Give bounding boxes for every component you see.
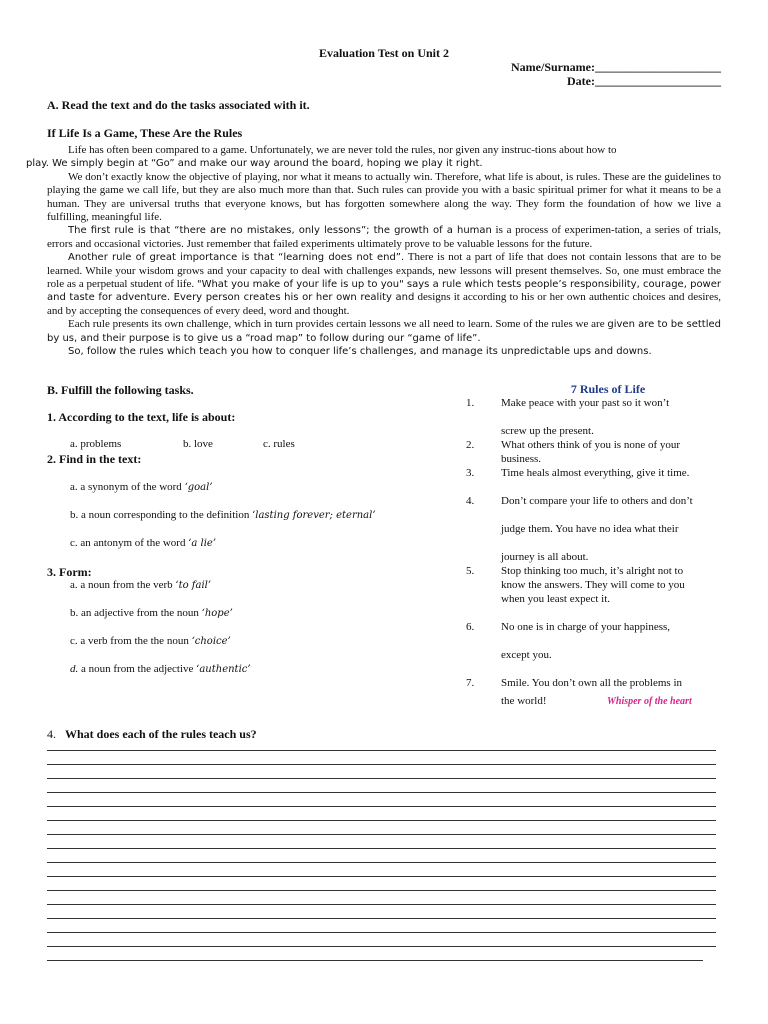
page-title: Evaluation Test on Unit 2 bbox=[318, 46, 450, 60]
task-3a: a. a noun from the verb ‘to fail’ bbox=[70, 579, 212, 591]
paragraph: Each rule presents its own challenge, which in turn provides certain lessons we all need to learn. Some of the rules we are given are to be settled by us, and their purpose is to give us a “road map” to follow during our “game of life”. bbox=[47, 318, 721, 344]
reading-title: If Life Is a Game, These Are the Rules bbox=[47, 126, 243, 140]
rule-number: 6. bbox=[466, 621, 475, 633]
answer-line[interactable] bbox=[47, 750, 716, 751]
answer-line[interactable] bbox=[47, 848, 716, 849]
rule-2-line-1: What others think of you is none of your bbox=[501, 439, 681, 451]
task-2a: a. a synonym of the word ‘goal’ bbox=[70, 481, 213, 493]
option-c[interactable]: c. rules bbox=[263, 438, 295, 450]
paragraph: The first rule is that “there are no mistakes, only lessons”; the growth of a human is a process of experimen-tation, a series of trials, errors and occasional victories. Just remember that failed experiments ultimately prove to be valuable lessons for the future. bbox=[47, 224, 722, 250]
name-surname-field[interactable]: Name/Surname:_____________________ bbox=[511, 60, 721, 74]
rule-number: 7. bbox=[466, 677, 475, 689]
answer-line[interactable] bbox=[47, 862, 716, 863]
question-2: 2. Find in the text: bbox=[47, 452, 142, 466]
rule-number: 1. bbox=[466, 397, 475, 409]
task-3b: b. an adjective from the noun ‘hope’ bbox=[70, 607, 233, 619]
rule-4-line-3: journey is all about. bbox=[501, 551, 589, 563]
rule-4-line-1: Don’t compare your life to others and don’t bbox=[501, 495, 693, 507]
option-b[interactable]: b. love bbox=[183, 438, 213, 450]
question-4: 4. What does each of the rules teach us? bbox=[47, 727, 257, 741]
task-2c: c. an antonym of the word ‘a lie’ bbox=[70, 537, 217, 549]
answer-line[interactable] bbox=[47, 820, 716, 821]
answer-line[interactable] bbox=[47, 960, 703, 961]
question-1: 1. According to the text, life is about: bbox=[47, 410, 236, 424]
section-b-heading: B. Fulfill the following tasks. bbox=[47, 383, 194, 397]
rule-5-line-3: when you least expect it. bbox=[501, 593, 611, 605]
rule-4-line-2: judge them. You have no idea what their bbox=[501, 523, 679, 535]
rule-number: 5. bbox=[466, 565, 475, 577]
task-2b: b. a noun corresponding to the definition ‘lasting forever; eternal’ bbox=[70, 509, 376, 521]
reading-text bbox=[26, 144, 722, 359]
task-3d: d. a noun from the adjective ‘authentic’ bbox=[70, 663, 251, 675]
rule-7-line-1: Smile. You don’t own all the problems in bbox=[501, 677, 682, 689]
rule-5-line-2: know the answers. They will come to you bbox=[501, 579, 685, 591]
paragraph: We don’t exactly know the objective of playing, nor what it means to actually win. Therefore, what life is about, is rules. These are the guidelines to playing the game we call life, but they are also much more than that. Such rules can provide you with a basic spiritual primer for what it means to be a human. They are universal truths that everyone knows, but has forgotten somewhere along the way. They form the foundation of how we live a fulfilling, meaningful life. bbox=[47, 170, 721, 224]
answer-line[interactable] bbox=[47, 834, 716, 835]
option-a[interactable]: a. problems bbox=[70, 438, 122, 450]
answer-line[interactable] bbox=[47, 876, 716, 877]
rule-5-line-1: Stop thinking too much, it’s alright not to bbox=[501, 565, 684, 577]
rule-2-line-2: business. bbox=[501, 453, 542, 465]
answer-line[interactable] bbox=[47, 918, 716, 919]
answer-line[interactable] bbox=[47, 778, 716, 779]
date-field[interactable]: Date:_____________________ bbox=[567, 74, 721, 88]
rule-number: 2. bbox=[466, 439, 475, 451]
rule-1-line-2: screw up the present. bbox=[501, 425, 594, 437]
section-a-heading: A. Read the text and do the tasks associated with it. bbox=[47, 98, 310, 112]
paragraph: Life has often been compared to a game. Unfortunately, we are never told the rules, nor given any instruc-tions about how to play. We simply begin at “Go” and make our way around the board, hoping we play it right. bbox=[26, 144, 617, 170]
rule-1-line-1: Make peace with your past so it won’t bbox=[501, 397, 670, 409]
signature-whisper: Whisper of the heart bbox=[607, 696, 692, 707]
question-3: 3. Form: bbox=[47, 565, 92, 579]
rule-number: 4. bbox=[466, 495, 475, 507]
rule-6-line-2: except you. bbox=[501, 649, 552, 661]
rule-6-line-1: No one is in charge of your happiness, bbox=[501, 621, 671, 633]
rule-3-line-1: Time heals almost everything, give it time. bbox=[501, 467, 690, 479]
answer-line[interactable] bbox=[47, 946, 716, 947]
answer-line[interactable] bbox=[47, 792, 716, 793]
paragraph: So, follow the rules which teach you how to conquer life’s challenges, and manage its unpredictable ups and downs. bbox=[68, 346, 652, 358]
task-3c: c. a verb from the the noun ‘choice’ bbox=[70, 635, 231, 647]
rules-title: 7 Rules of Life bbox=[570, 382, 646, 396]
answer-line[interactable] bbox=[47, 932, 716, 933]
rule-number: 3. bbox=[466, 467, 475, 479]
rule-7-line-2: the world! bbox=[501, 695, 547, 707]
answer-line[interactable] bbox=[47, 890, 716, 891]
answer-line[interactable] bbox=[47, 904, 716, 905]
paragraph: Another rule of great importance is that “learning does not end”. There is not a part of life that does not contain lessons that are to be learned. While your wisdom grows and your capacity to deal with challenges expands, new lessons will present themselves. So, one must embrace the role as a perpetual student of life. "What you make of your life is up to you" says a rule which tests people’s responsibility, courage, power and taste for adventure. Every person creates his or her own reality and designs it according to his or her own authentic choices and desires, and by accepting the consequences of every deed, word and thought. bbox=[47, 251, 722, 317]
answer-line[interactable] bbox=[47, 806, 716, 807]
answer-line[interactable] bbox=[47, 764, 716, 765]
